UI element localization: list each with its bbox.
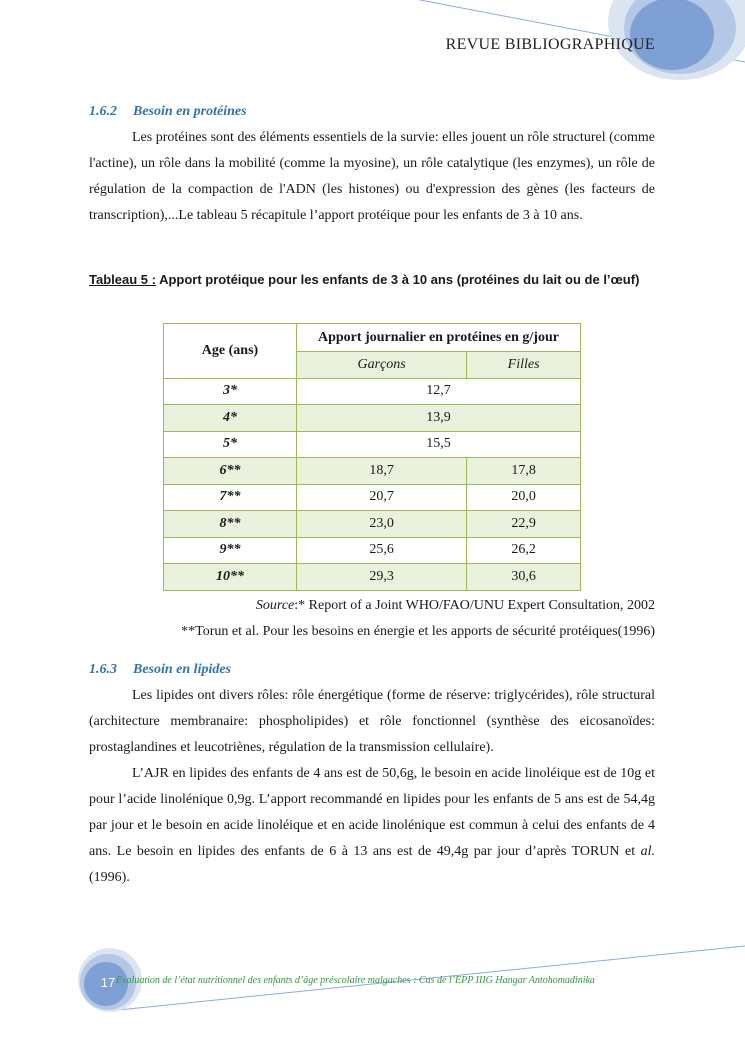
age-cell: 9** xyxy=(164,537,297,564)
source-text: :* Report of a Joint WHO/FAO/UNU Expert Consultation, 2002 xyxy=(294,598,655,613)
value-cell: 15,5 xyxy=(297,431,581,458)
table-row xyxy=(164,564,581,591)
paragraph-text-italic: al. xyxy=(640,844,655,859)
girls-cell: 30,6 xyxy=(467,564,581,591)
table-row xyxy=(164,458,581,485)
section-number: 1.6.3 xyxy=(89,662,117,677)
age-cell: 5* xyxy=(164,431,297,458)
protein-table xyxy=(163,323,581,591)
table-row xyxy=(164,484,581,511)
section-title: Besoin en protéines xyxy=(133,104,247,119)
boys-cell: 23,0 xyxy=(297,511,467,538)
age-cell: 6** xyxy=(164,458,297,485)
paragraph-text-part: (1996). xyxy=(89,870,130,885)
age-cell: 8** xyxy=(164,511,297,538)
table-row xyxy=(164,537,581,564)
table-source xyxy=(256,598,655,614)
header-title: REVUE BIBLIOGRAPHIQUE xyxy=(445,36,655,53)
section-number: 1.6.2 xyxy=(89,104,117,119)
paragraph-text-2 xyxy=(89,761,655,891)
paragraph-text: Les lipides ont divers rôles: rôle énergétique (forme de réserve: triglycérides), rôle structural (architecture membranaire: phospholipides) et rôle fonctionnel (synthèse des eicosanoïdes: prostaglandines et leucotriènes, régulation de la transmission cellulaire). xyxy=(89,688,655,755)
footer-text: Evaluation de l’état nutritionnel des enfants d’âge préscolaire malgaches : Cas de l’EPP IIIG Hangar Antohomadinika xyxy=(116,975,595,986)
header-boys: Garçons xyxy=(297,352,467,379)
section-heading-lipids xyxy=(89,662,231,678)
age-cell: 4* xyxy=(164,405,297,432)
girls-cell: 26,2 xyxy=(467,537,581,564)
boys-cell: 29,3 xyxy=(297,564,467,591)
section-heading-proteins xyxy=(89,104,247,120)
footer-decoration xyxy=(0,930,745,1053)
girls-cell: 22,9 xyxy=(467,511,581,538)
girls-cell: 20,0 xyxy=(467,484,581,511)
table-row xyxy=(164,378,581,405)
boys-cell: 18,7 xyxy=(297,458,467,485)
table-row xyxy=(164,431,581,458)
age-cell: 7** xyxy=(164,484,297,511)
table-caption-label: Tableau 5 : xyxy=(89,272,156,287)
table-row xyxy=(164,511,581,538)
source-label: Source xyxy=(255,598,295,613)
table-caption xyxy=(89,270,649,290)
age-cell: 3* xyxy=(164,378,297,405)
age-cell: 10** xyxy=(164,564,297,591)
header-girls: Filles xyxy=(467,352,581,379)
value-cell: 13,9 xyxy=(297,405,581,432)
table-source-2: **Torun et al. Pour les besoins en énergie et les apports de sécurité protéiques(1996) xyxy=(181,624,655,639)
boys-cell: 20,7 xyxy=(297,484,467,511)
paragraph-text-part: L’AJR en lipides des enfants de 4 ans est de 50,6g, le besoin en acide linoléique est de 10g et pour l’acide linolénique 0,9g. L’apport recommandé en lipides pour les enfants de 5 ans est de 54,4g par jour et le besoin en acide linoléique et en acide linolénique est commun à celui des enfants de 4 ans. Le besoin en lipides des enfants de 6 à 13 ans est de 49,4g par jour d’après TORUN et xyxy=(89,766,655,859)
girls-cell: 17,8 xyxy=(467,458,581,485)
paragraph-lipids xyxy=(89,683,655,891)
table-caption-text: Apport protéique pour les enfants de 3 à 10 ans (protéines du lait ou de l’œuf) xyxy=(155,272,640,287)
paragraph-text: Les protéines sont des éléments essentiels de la survie: elles jouent un rôle structurel (comme l'actine), un rôle dans la mobilité (comme la myosine), un rôle catalytique (les enzymes), un rôle de régulation de la compaction de l'ADN (les histones) ou d'expression des gènes (les facteurs de transcription),...Le tableau 5 récapitule l’apport protéique pour les enfants de 3 à 10 ans. xyxy=(89,130,655,223)
value-cell: 12,7 xyxy=(297,378,581,405)
paragraph-proteins xyxy=(89,125,655,229)
header-daily-intake: Apport journalier en protéines en g/jour xyxy=(297,324,581,352)
table-row xyxy=(164,405,581,432)
header-age: Age (ans) xyxy=(164,324,297,379)
section-title: Besoin en lipides xyxy=(133,662,232,677)
boys-cell: 25,6 xyxy=(297,537,467,564)
page-number: 17 xyxy=(100,975,116,990)
